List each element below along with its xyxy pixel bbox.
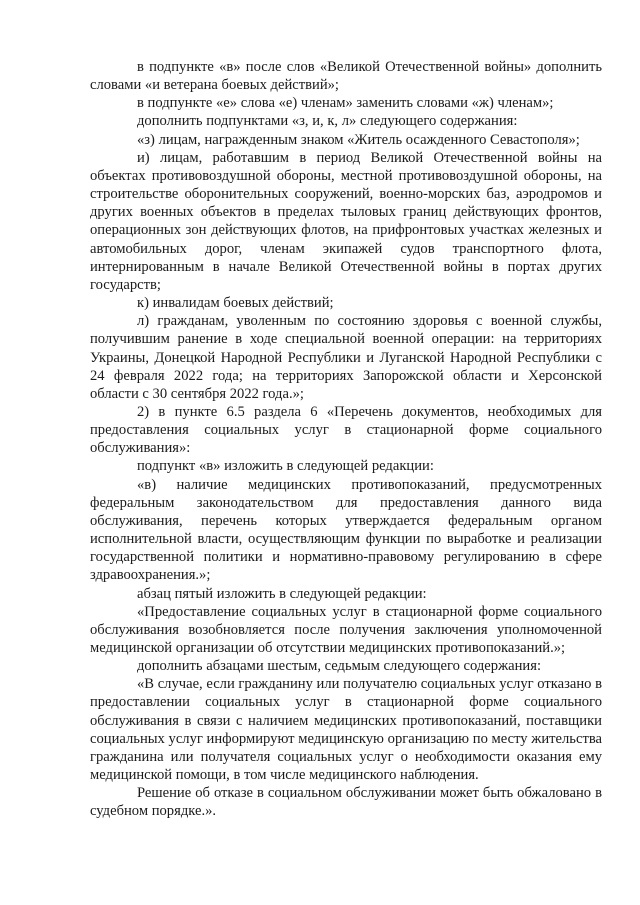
paragraph-14: «В случае, если гражданину или получателю социальных услуг отказано в предоставлении социальных услуг в стационарной форме социального обслуживания в связи с наличием медицинских противопоказаний, поставщики социальных услуг информируют медицинскую организацию по месту жительства гражданина или получателя социальных услуг о необходимости оказания ему медицинской помощи, в том числе медицинского наблюдения. bbox=[90, 676, 602, 784]
paragraph-4: «з) лицам, награжденным знаком «Житель осажденного Севастополя»; bbox=[137, 131, 580, 148]
paragraph-11: абзац пятый изложить в следующей редакции: bbox=[137, 585, 427, 602]
paragraph-15: Решение об отказе в социальном обслуживании может быть обжаловано в судебном порядке.». bbox=[90, 785, 602, 820]
paragraph-7: л) гражданам, уволенным по состоянию здоровья с военной службы, получившим ранение в ходе специальной военной операции: на территориях Украины, Донецкой Народной Республики и Луганской Народной Республики с 24 февраля 2022 года; на территориях Запорожской области и Херсонской области с 30 сентября 2022 года.»; bbox=[90, 313, 602, 402]
paragraph-2: в подпункте «е» слова «е) членам» заменить словами «ж) членам»; bbox=[137, 95, 554, 112]
paragraph-1: в подпункте «в» после слов «Великой Отечественной войны» дополнить словами «и ветерана боевых действий»; bbox=[90, 59, 602, 94]
paragraph-10: «в) наличие медицинских противопоказаний, предусмотренных федеральным законодательством для предоставления данного вида обслуживания, перечень которых утверждается федеральным органом исполнительной власти, осуществляющим функции по выработке и реализации государственной политики и нормативно-правовому регулированию в сфере здравоохранения.»; bbox=[90, 476, 602, 584]
paragraph-8: 2) в пункте 6.5 раздела 6 «Перечень документов, необходимых для предоставления социальных услуг в стационарной форме социального обслуживания»: bbox=[90, 403, 602, 457]
document-body bbox=[90, 58, 602, 821]
paragraph-12: «Предоставление социальных услуг в стационарной форме социального обслуживания возобновляется после получения заключения уполномоченной медицинской организации об отсутствии медицинских противопоказаний.»; bbox=[90, 603, 602, 656]
paragraph-13: дополнить абзацами шестым, седьмым следующего содержания: bbox=[137, 658, 542, 675]
paragraph-9: подпункт «в» изложить в следующей редакции: bbox=[137, 458, 434, 475]
paragraph-5: и) лицам, работавшим в период Великой Отечественной войны на объектах противовоздушной обороны, местной противовоздушной обороны, на строительстве оборонительных сооружений, военно-морских баз, аэродромов и других военных объектов в пределах тыловых границ действующих фронтов, операционных зон действующих флотов, на прифронтовых участках железных и автомобильных дорог, членам экипажей судов транспортного флота, интернированным в начале Великой Отечественной войны в портах других государств; bbox=[90, 149, 602, 293]
paragraph-6: к) инвалидам боевых действий; bbox=[137, 295, 334, 312]
paragraph-3: дополнить подпунктами «з, и, к, л» следующего содержания: bbox=[137, 113, 518, 130]
